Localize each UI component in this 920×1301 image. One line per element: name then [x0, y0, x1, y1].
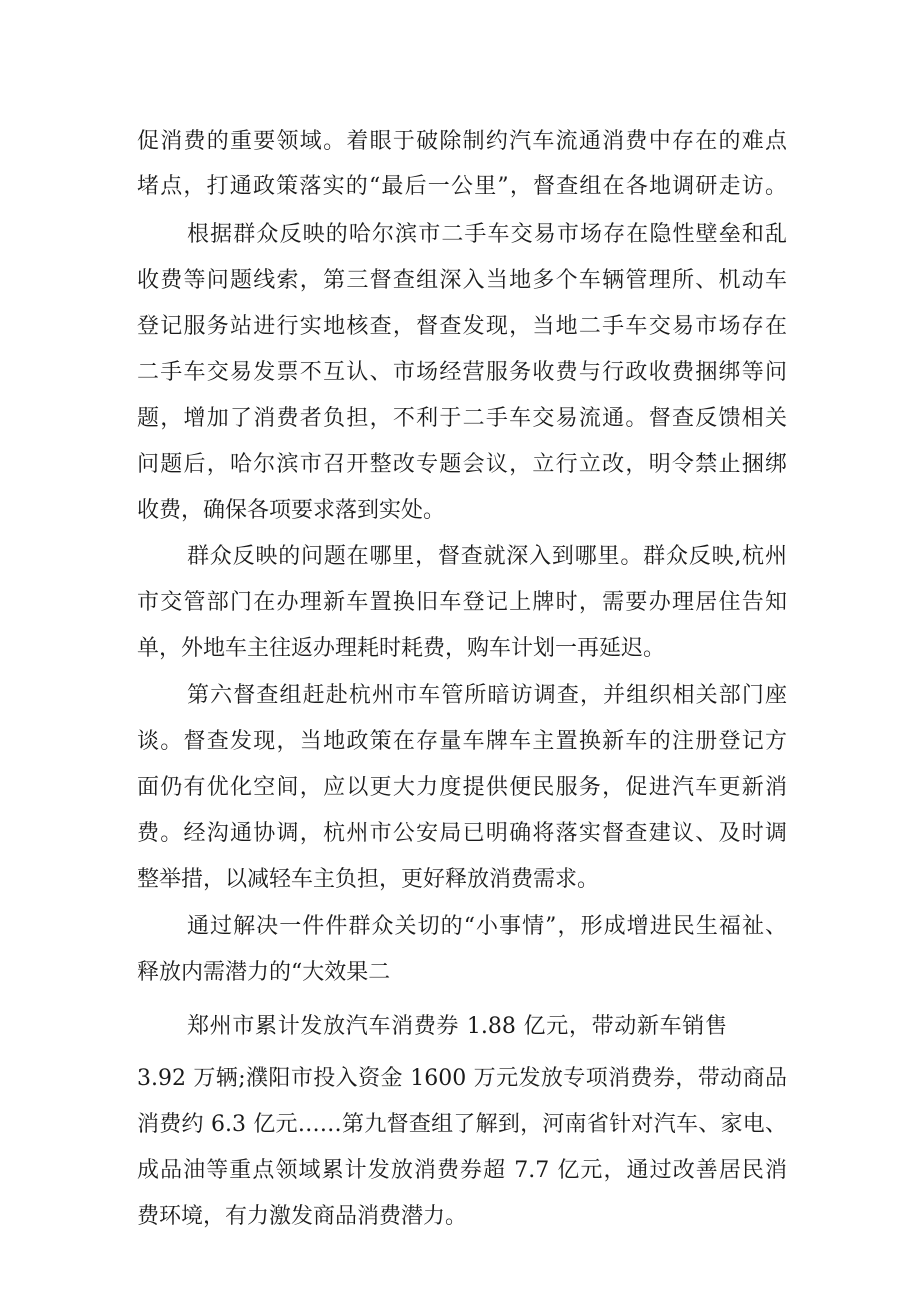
paragraph-line: 根据群众反映的哈尔滨市二手车交易市场存在隐性壁垒和乱 — [187, 222, 787, 247]
paragraph-line: 费。经沟通协调，杭州市公安局已明确将落实督查建议、及时调 — [137, 821, 787, 846]
paragraph-line: 堵点，打通政策落实的“最后一公里”，督查组在各地调研走访。 — [137, 174, 787, 199]
paragraph-line: 单，外地车主往返办理耗时耗费，购车计划一再延迟。 — [137, 636, 666, 661]
paragraph-line: 谈。督查发现，当地政策在存量车牌车主置换新车的注册登记方 — [137, 729, 787, 754]
paragraph-line: 第六督查组赶赴杭州市车管所暗访调查，并组织相关部门座 — [187, 683, 787, 708]
paragraph-line: 题，增加了消费者负担，不利于二手车交易流通。督查反馈相关 — [137, 406, 787, 431]
paragraph-line: 释放内需潜力的“大效果二 — [137, 960, 391, 985]
paragraph-line: 收费，确保各项要求落到实处。 — [137, 498, 446, 523]
paragraph-line: 市交管部门在办理新车置换旧车登记上牌时，需要办理居住告知 — [137, 590, 787, 615]
paragraph-line: 收费等问题线索，第三督查组深入当地多个车辆管理所、机动车 — [137, 268, 787, 293]
paragraph-line: 费环境，有力激发商品消费潜力。 — [137, 1204, 468, 1229]
paragraph-line: 二手车交易发票不互认、市场经营服务收费与行政收费捆绑等问 — [137, 360, 787, 385]
paragraph-line: 群众反映的问题在哪里，督查就深入到哪里。群众反映,杭州 — [187, 544, 787, 569]
paragraph-line: 登记服务站进行实地核查，督查发现，当地二手车交易市场存在 — [137, 314, 787, 339]
paragraph-line: 消费约 6.3 亿元……第九督查组了解到，河南省针对汽车、家电、 — [137, 1112, 787, 1137]
paragraph-line: 3.92 万辆;濮阳市投入资金 1600 万元发放专项消费券，带动商品 — [137, 1066, 787, 1091]
paragraph-line: 通过解决一件件群众关切的“小事情”，形成增进民生福祉、 — [187, 914, 787, 939]
paragraph-line: 整举措，以减轻车主负担，更好释放消费需求。 — [137, 867, 600, 892]
paragraph-line: 面仍有优化空间，应以更大力度提供便民服务，促进汽车更新消 — [137, 775, 787, 800]
paragraph-line: 促消费的重要领域。着眼于破除制约汽车流通消费中存在的难点 — [137, 129, 787, 154]
paragraph-line: 郑州市累计发放汽车消费券 1.88 亿元，带动新车销售 — [187, 1014, 727, 1039]
paragraph-line: 问题后，哈尔滨市召开整改专题会议，立行立改，明令禁止捆绑 — [137, 452, 787, 477]
paragraph-line: 成品油等重点领域累计发放消费券超 7.7 亿元，通过改善居民消 — [137, 1158, 787, 1183]
